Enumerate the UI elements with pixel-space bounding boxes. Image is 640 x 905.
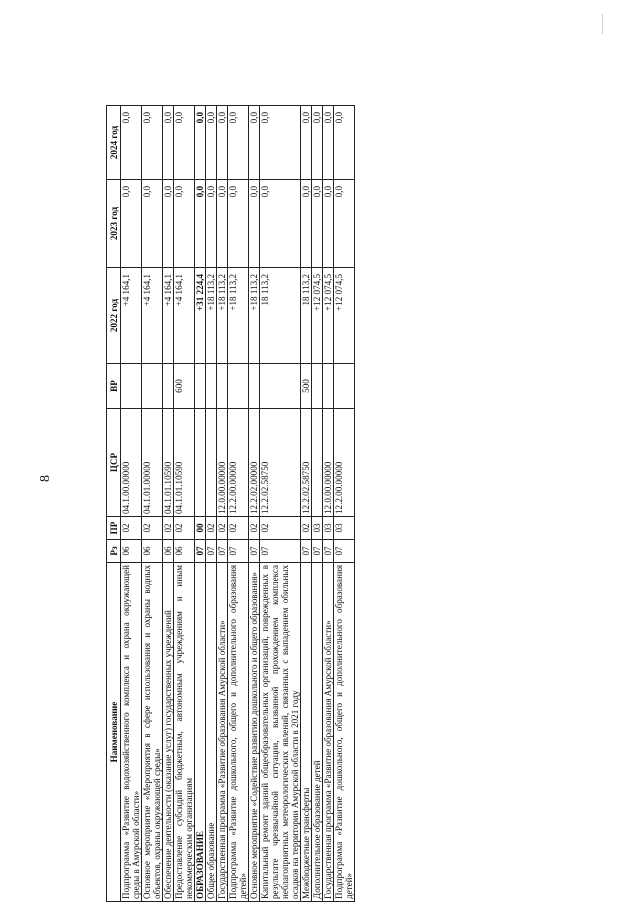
cell-csr: 12.0.00.00000 <box>217 409 228 517</box>
cell-y2024: 0,0 <box>142 106 163 180</box>
table-row <box>228 106 249 902</box>
cell-y2023: 0,0 <box>301 180 312 268</box>
cell-pr: 02 <box>301 517 312 540</box>
cell-pr: 02 <box>217 517 228 540</box>
scan-mark <box>602 14 603 34</box>
cell-name: Дополнительное образование детей <box>312 563 323 902</box>
cell-csr: 04.1.01.10590 <box>163 409 174 517</box>
cell-name: Государственная программа «Развитие образования Амурской области» <box>217 563 228 902</box>
rotated-table-container <box>106 106 585 902</box>
table-row <box>206 106 217 902</box>
cell-vr <box>206 364 217 409</box>
cell-name: Предоставление субсидий бюджетным, автономным учреждениям и иным некоммерческим организациям <box>174 563 195 902</box>
header-vr: ВР <box>107 364 121 409</box>
cell-vr <box>195 364 206 409</box>
header-2022: 2022 год <box>107 268 121 364</box>
cell-vr <box>334 364 355 409</box>
cell-rz: 07 <box>206 540 217 563</box>
cell-y2024: 0,0 <box>323 106 334 180</box>
cell-y2022: +18 113,2 <box>206 268 217 364</box>
cell-y2024: 0,0 <box>312 106 323 180</box>
cell-y2023: 0,0 <box>195 180 206 268</box>
cell-vr: 600 <box>174 364 195 409</box>
cell-y2024: 0,0 <box>228 106 249 180</box>
cell-name: Капитальный ремонт зданий общеобразовательных организаций, поврежденных в результате чрезвычайной ситуации, вызванной прохождением комплекса неблагоприятных метеорологических явлений, связанных с выпадением обильных осадков на территории Амурской области в 2021 году <box>260 563 301 902</box>
cell-y2024: 0,0 <box>121 106 142 180</box>
cell-name: Основное мероприятие «Содействие развитию дошкольного и общего образования» <box>249 563 260 902</box>
cell-y2023: 0,0 <box>217 180 228 268</box>
cell-y2023: 0,0 <box>249 180 260 268</box>
cell-csr <box>312 409 323 517</box>
cell-y2022: +12 074,5 <box>334 268 355 364</box>
cell-rz: 07 <box>260 540 301 563</box>
cell-vr: 500 <box>301 364 312 409</box>
cell-y2022: +31 224,4 <box>195 268 206 364</box>
cell-pr: 00 <box>195 517 206 540</box>
cell-rz: 07 <box>228 540 249 563</box>
cell-pr: 02 <box>163 517 174 540</box>
cell-y2024: 0,0 <box>301 106 312 180</box>
cell-pr: 02 <box>228 517 249 540</box>
cell-csr <box>206 409 217 517</box>
cell-pr: 03 <box>312 517 323 540</box>
cell-name: Подпрограмма «Развитие дошкольного, общего и дополнительного образования детей» <box>334 563 355 902</box>
table-body <box>121 106 355 902</box>
cell-pr: 03 <box>323 517 334 540</box>
page-number: 8 <box>38 475 53 482</box>
cell-y2023: 0,0 <box>228 180 249 268</box>
cell-y2022: +4 164,1 <box>174 268 195 364</box>
cell-vr <box>121 364 142 409</box>
header-name: Наименование <box>107 563 121 902</box>
cell-y2022: +4 164,1 <box>163 268 174 364</box>
cell-pr: 02 <box>249 517 260 540</box>
cell-vr <box>217 364 228 409</box>
cell-pr: 02 <box>142 517 163 540</box>
cell-vr <box>142 364 163 409</box>
table-row <box>301 106 312 902</box>
table-row <box>142 106 163 902</box>
header-pr: ПР <box>107 517 121 540</box>
cell-rz: 07 <box>312 540 323 563</box>
cell-vr <box>312 364 323 409</box>
cell-name: Межбюджетные трансферты <box>301 563 312 902</box>
cell-y2024: 0,0 <box>334 106 355 180</box>
cell-csr: 04.1.01.00000 <box>142 409 163 517</box>
table-row <box>249 106 260 902</box>
cell-csr: 12.2.02.58750 <box>260 409 301 517</box>
cell-rz: 07 <box>334 540 355 563</box>
table-row <box>121 106 142 902</box>
cell-y2023: 0,0 <box>206 180 217 268</box>
cell-y2023: 0,0 <box>163 180 174 268</box>
cell-y2024: 0,0 <box>195 106 206 180</box>
table-row <box>195 106 206 902</box>
cell-name: Подпрограмма «Развитие водохозяйственного комплекса и охрана окружающей среды в Амурской области» <box>121 563 142 902</box>
cell-y2022: +12 074,5 <box>323 268 334 364</box>
budget-table <box>106 105 355 902</box>
cell-y2023: 0,0 <box>323 180 334 268</box>
cell-rz: 07 <box>249 540 260 563</box>
table-row <box>312 106 323 902</box>
cell-pr: 02 <box>206 517 217 540</box>
cell-y2024: 0,0 <box>217 106 228 180</box>
cell-y2022: +18 113,2 <box>228 268 249 364</box>
cell-y2023: 0,0 <box>260 180 301 268</box>
cell-pr: 02 <box>174 517 195 540</box>
cell-y2022: 18 113,2 <box>260 268 301 364</box>
cell-y2023: 0,0 <box>174 180 195 268</box>
cell-y2024: 0,0 <box>260 106 301 180</box>
cell-csr: 04.1.01.10590 <box>174 409 195 517</box>
header-rz: Рз <box>107 540 121 563</box>
cell-rz: 06 <box>174 540 195 563</box>
cell-y2022: +4 164,1 <box>142 268 163 364</box>
cell-y2024: 0,0 <box>249 106 260 180</box>
cell-rz: 07 <box>217 540 228 563</box>
table-header-row <box>107 106 121 902</box>
cell-name: Общее образование <box>206 563 217 902</box>
cell-name: Обеспечение деятельности (оказание услуг) государственных учреждений <box>163 563 174 902</box>
cell-y2022: +18 113,2 <box>217 268 228 364</box>
table-row <box>260 106 301 902</box>
table-row <box>174 106 195 902</box>
cell-rz: 07 <box>301 540 312 563</box>
cell-y2024: 0,0 <box>206 106 217 180</box>
cell-name: ОБРАЗОВАНИЕ <box>195 563 206 902</box>
header-csr: ЦСР <box>107 409 121 517</box>
cell-rz: 06 <box>121 540 142 563</box>
cell-vr <box>260 364 301 409</box>
table-row <box>323 106 334 902</box>
cell-rz: 06 <box>163 540 174 563</box>
cell-vr <box>249 364 260 409</box>
cell-y2023: 0,0 <box>121 180 142 268</box>
cell-csr: 12.2.02.58750 <box>301 409 312 517</box>
header-2023: 2023 год <box>107 180 121 268</box>
cell-y2022: +12 074,5 <box>312 268 323 364</box>
cell-csr: 12.2.00.00000 <box>334 409 355 517</box>
cell-y2023: 0,0 <box>334 180 355 268</box>
cell-pr: 03 <box>334 517 355 540</box>
header-2024: 2024 год <box>107 106 121 180</box>
cell-csr: 12.2.00.00000 <box>228 409 249 517</box>
cell-vr <box>163 364 174 409</box>
cell-y2022: +4 164,1 <box>121 268 142 364</box>
cell-name: Подпрограмма «Развитие дошкольного, общего и дополнительного образования детей» <box>228 563 249 902</box>
table-row <box>163 106 174 902</box>
table-row <box>334 106 355 902</box>
cell-csr <box>195 409 206 517</box>
cell-y2024: 0,0 <box>174 106 195 180</box>
cell-pr: 02 <box>260 517 301 540</box>
cell-y2022: +18 113,2 <box>249 268 260 364</box>
cell-y2023: 0,0 <box>142 180 163 268</box>
cell-y2022: 18 113,2 <box>301 268 312 364</box>
cell-name: Государственная программа «Развитие образования Амурской области» <box>323 563 334 902</box>
cell-vr <box>323 364 334 409</box>
cell-csr: 04.1.00.00000 <box>121 409 142 517</box>
cell-vr <box>228 364 249 409</box>
cell-csr: 12.2.02.00000 <box>249 409 260 517</box>
cell-csr: 12.0.00.00000 <box>323 409 334 517</box>
cell-rz: 07 <box>195 540 206 563</box>
cell-rz: 06 <box>142 540 163 563</box>
cell-name: Основное мероприятие «Мероприятия в сфере использования и охраны водных объектов, охраны окружающей среды» <box>142 563 163 902</box>
cell-y2023: 0,0 <box>312 180 323 268</box>
cell-rz: 07 <box>323 540 334 563</box>
table-row <box>217 106 228 902</box>
cell-y2024: 0,0 <box>163 106 174 180</box>
cell-pr: 02 <box>121 517 142 540</box>
